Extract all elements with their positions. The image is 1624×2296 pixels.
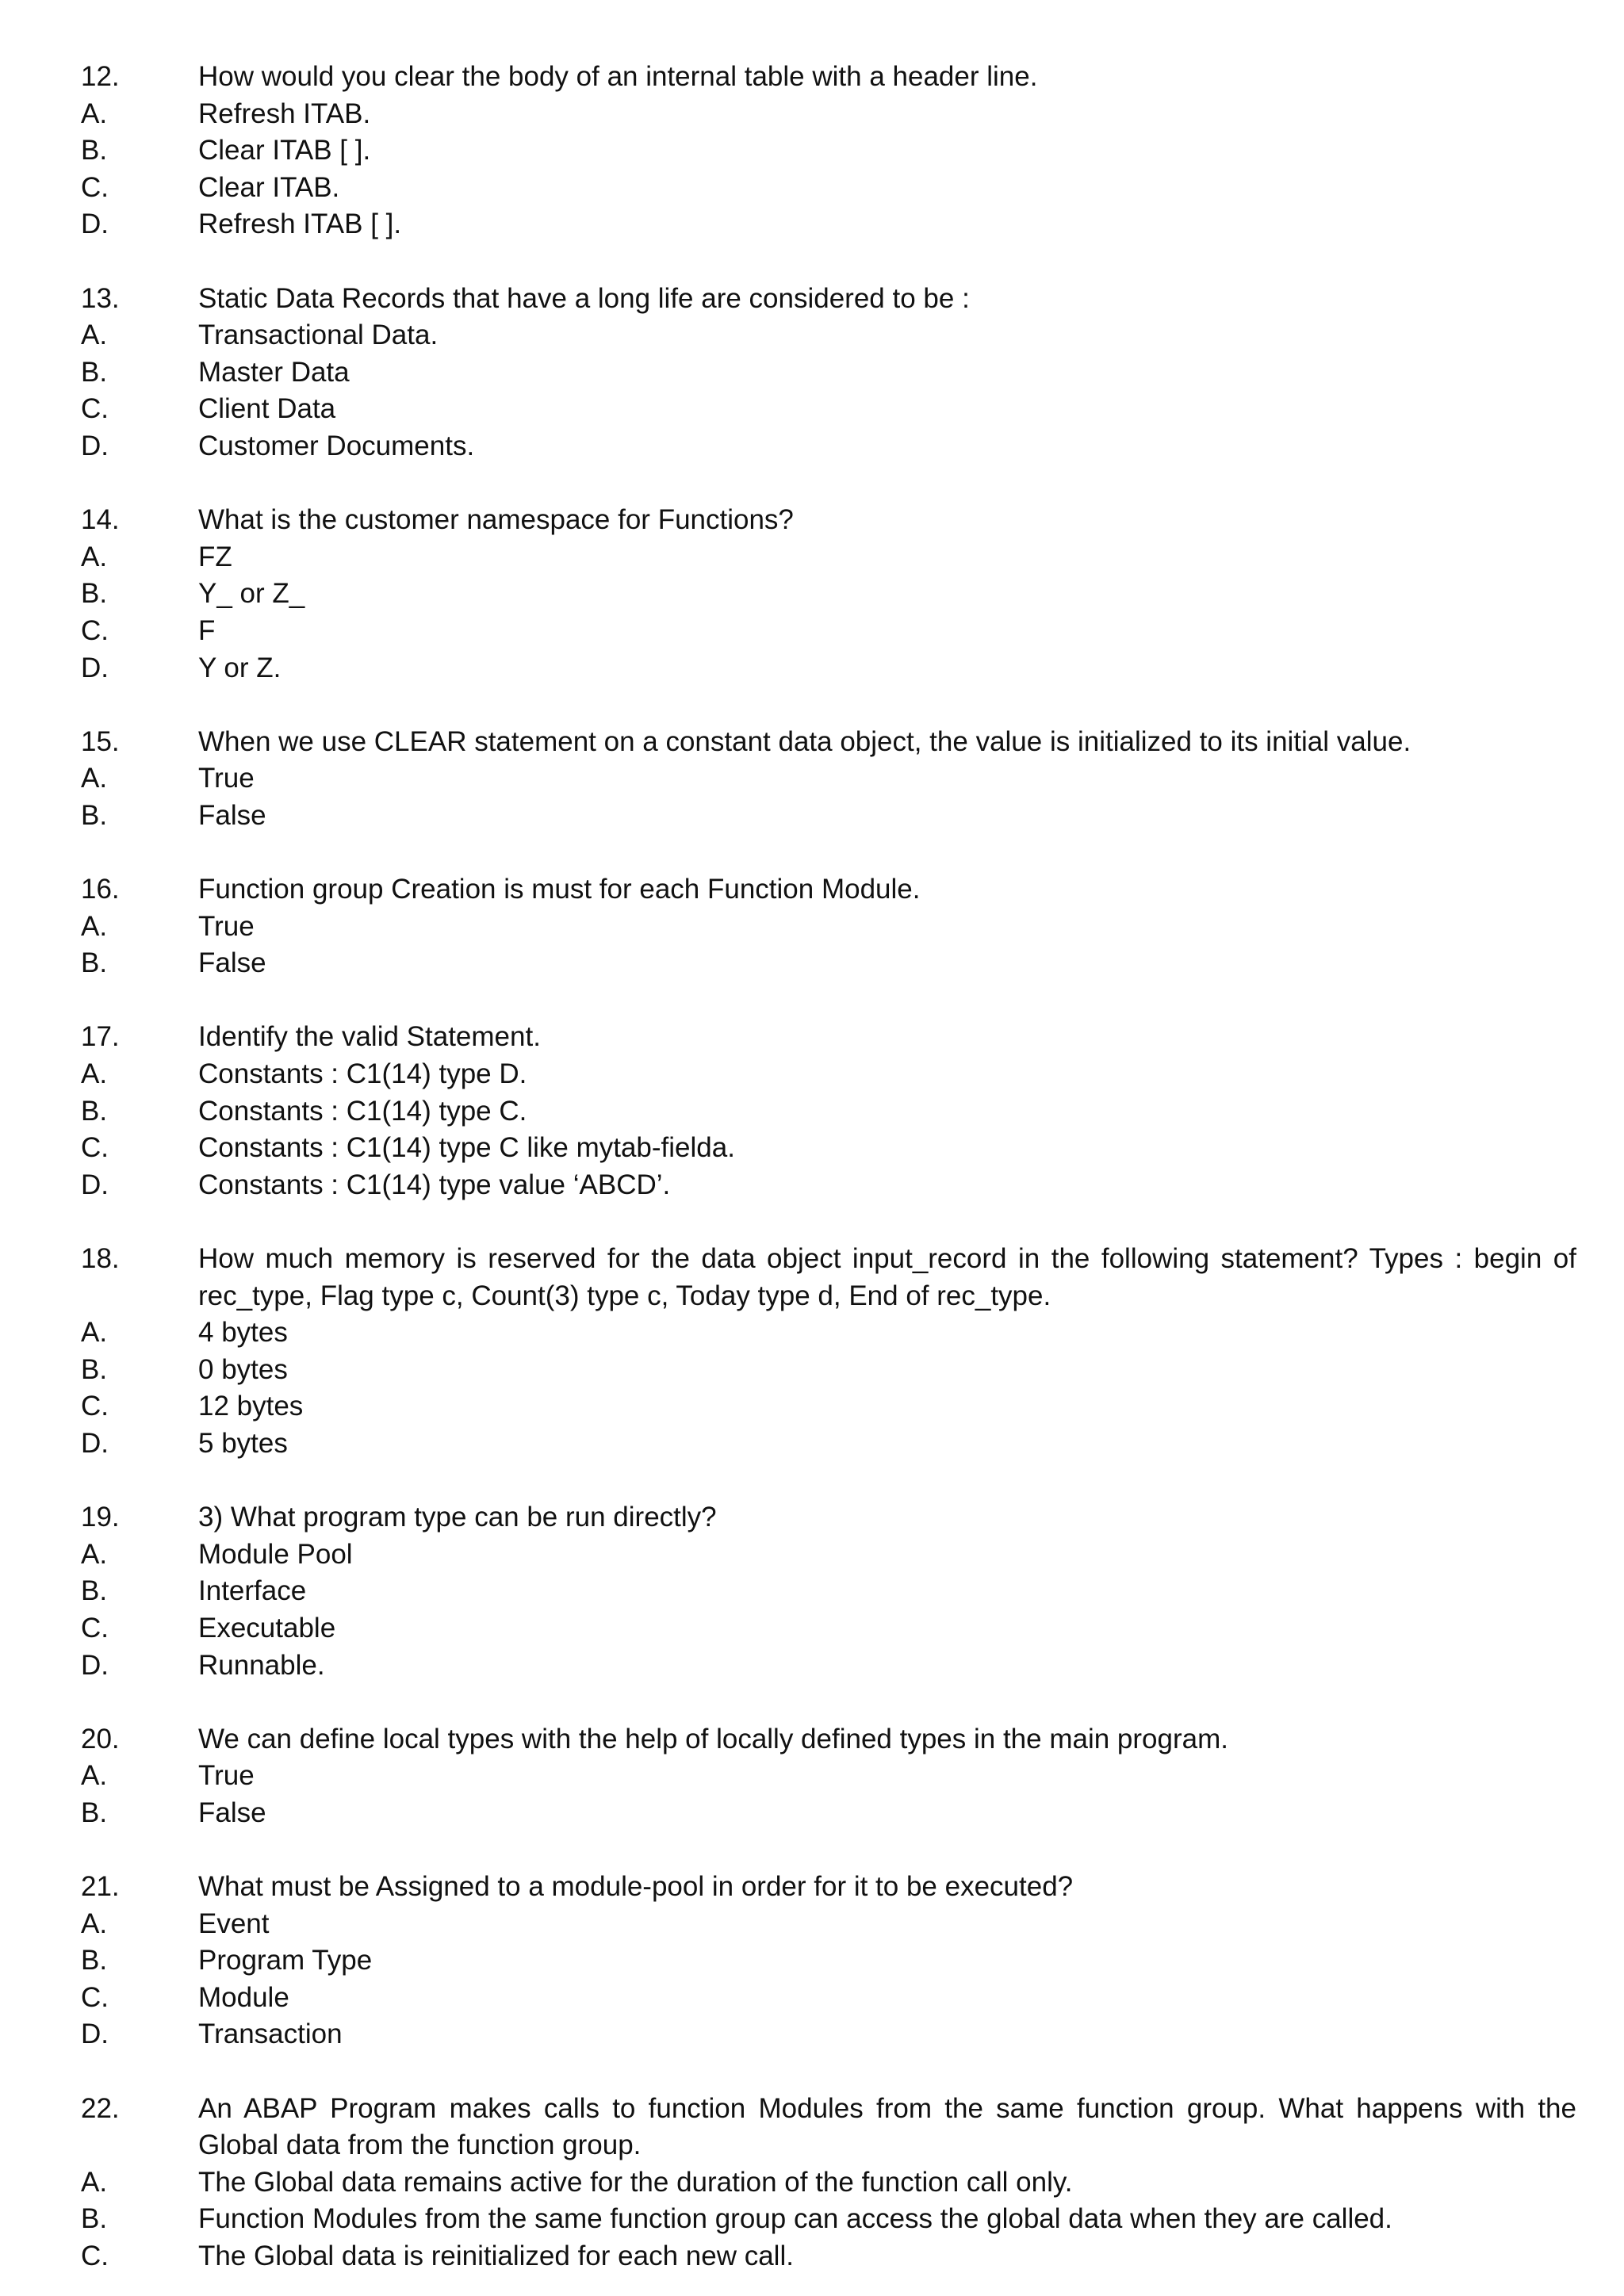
option-label: A. xyxy=(81,320,108,351)
question-block xyxy=(81,1499,1576,1684)
option-label: A. xyxy=(81,763,108,794)
option-row xyxy=(81,760,1576,798)
question-row xyxy=(81,502,1576,539)
option-label: A. xyxy=(81,910,108,942)
option-row xyxy=(81,1093,1576,1131)
option-text: The Global data remains active for the duration of the function call only. xyxy=(198,2166,1073,2198)
option-row xyxy=(81,576,1576,613)
question-row xyxy=(81,59,1576,96)
question-number: 20. xyxy=(81,1723,120,1755)
option-label: C. xyxy=(81,171,109,203)
option-label: C. xyxy=(81,1612,109,1644)
option-row xyxy=(81,1647,1576,1685)
option-label: B. xyxy=(81,947,108,979)
option-label: D. xyxy=(81,1427,109,1459)
option-row xyxy=(81,2016,1576,2053)
option-label: B. xyxy=(81,2203,108,2235)
question-text: An ABAP Program makes calls to function Modules from the same function group. What happens with the Global data from the function group. xyxy=(198,2092,1576,2161)
question-number: 18. xyxy=(81,1243,120,1274)
option-row xyxy=(81,539,1576,576)
option-label: D. xyxy=(81,209,109,240)
option-label: A. xyxy=(81,1538,108,1570)
option-text: Function Modules from the same function group can access the global data when they are called. xyxy=(198,2203,1392,2235)
option-label: A. xyxy=(81,1760,108,1792)
option-row xyxy=(81,1573,1576,1610)
option-row xyxy=(81,1942,1576,1980)
option-label: B. xyxy=(81,799,108,831)
question-block xyxy=(81,59,1576,243)
option-row xyxy=(81,909,1576,946)
question-text: When we use CLEAR statement on a constant data object, the value is initialized to its initial value. xyxy=(198,725,1411,757)
option-text: Refresh ITAB. xyxy=(198,98,371,129)
option-row xyxy=(81,1130,1576,1167)
option-row xyxy=(81,132,1576,170)
question-text: Static Data Records that have a long life are considered to be : xyxy=(198,282,970,314)
option-row xyxy=(81,1352,1576,1389)
question-block xyxy=(81,1019,1576,1203)
question-block xyxy=(81,1721,1576,1832)
question-number: 12. xyxy=(81,61,120,92)
option-row xyxy=(81,206,1576,243)
option-text: Clear ITAB [ ]. xyxy=(198,135,371,166)
option-row xyxy=(81,428,1576,465)
question-list xyxy=(81,59,1576,2275)
option-text: False xyxy=(198,799,266,831)
option-text: True xyxy=(198,910,255,942)
option-label: A. xyxy=(81,98,108,129)
option-label: B. xyxy=(81,1095,108,1127)
option-label: B. xyxy=(81,135,108,166)
question-row xyxy=(81,1241,1576,1314)
option-row xyxy=(81,2164,1576,2202)
option-row xyxy=(81,2238,1576,2275)
option-text: F xyxy=(198,614,216,646)
question-block xyxy=(81,724,1576,835)
option-label: C. xyxy=(81,1132,109,1164)
question-row xyxy=(81,1019,1576,1056)
option-label: A. xyxy=(81,1058,108,1090)
question-text: How would you clear the body of an internal table with a header line. xyxy=(198,61,1038,92)
option-row xyxy=(81,1980,1576,2017)
option-row xyxy=(81,1758,1576,1795)
option-row xyxy=(81,1388,1576,1425)
question-text: How much memory is reserved for the data object input_record in the following statement? Types : begin of rec_type, Flag type c, Count(3) type c, Today type d, End of rec_type. xyxy=(198,1243,1576,1311)
option-text: False xyxy=(198,947,266,979)
option-label: C. xyxy=(81,1981,109,2013)
option-text: Program Type xyxy=(198,1945,373,1976)
option-text: The Global data is reinitialized for each new call. xyxy=(198,2241,794,2272)
option-row xyxy=(81,1314,1576,1352)
option-label: C. xyxy=(81,2241,109,2272)
question-block xyxy=(81,502,1576,687)
option-row xyxy=(81,650,1576,687)
question-text: We can define local types with the help of locally defined types in the main program. xyxy=(198,1723,1228,1755)
option-text: Constants : C1(14) type D. xyxy=(198,1058,527,1090)
option-text: Customer Documents. xyxy=(198,430,475,461)
option-row xyxy=(81,2201,1576,2238)
option-text: Y_ or Z_ xyxy=(198,578,305,610)
question-number: 19. xyxy=(81,1502,120,1533)
option-text: 5 bytes xyxy=(198,1427,288,1459)
option-text: Refresh ITAB [ ]. xyxy=(198,209,402,240)
option-label: B. xyxy=(81,1575,108,1607)
option-label: B. xyxy=(81,578,108,610)
option-text: Y or Z. xyxy=(198,652,282,683)
option-text: Constants : C1(14) type value ‘ABCD’. xyxy=(198,1169,671,1200)
option-text: True xyxy=(198,763,255,794)
option-text: Clear ITAB. xyxy=(198,171,340,203)
question-number: 17. xyxy=(81,1021,120,1053)
question-row xyxy=(81,871,1576,909)
question-block xyxy=(81,1869,1576,2053)
question-number: 13. xyxy=(81,282,120,314)
option-label: A. xyxy=(81,2166,108,2198)
option-text: Interface xyxy=(198,1575,307,1607)
option-label: B. xyxy=(81,1353,108,1385)
question-block xyxy=(81,281,1576,465)
option-row xyxy=(81,1056,1576,1093)
question-number: 14. xyxy=(81,504,120,536)
question-row xyxy=(81,1499,1576,1536)
option-text: Module xyxy=(198,1981,289,2013)
option-label: D. xyxy=(81,1649,109,1681)
option-text: 0 bytes xyxy=(198,1353,288,1385)
option-text: Client Data xyxy=(198,393,336,425)
option-label: D. xyxy=(81,1169,109,1200)
question-text: What is the customer namespace for Functions? xyxy=(198,504,794,536)
option-label: B. xyxy=(81,356,108,388)
question-row xyxy=(81,1869,1576,1906)
option-text: Constants : C1(14) type C like mytab-fielda. xyxy=(198,1132,735,1164)
option-text: Master Data xyxy=(198,356,350,388)
option-text: Executable xyxy=(198,1612,336,1644)
option-label: B. xyxy=(81,1945,108,1976)
question-number: 16. xyxy=(81,874,120,905)
option-row xyxy=(81,96,1576,133)
question-row xyxy=(81,1721,1576,1758)
option-row xyxy=(81,798,1576,835)
option-text: Constants : C1(14) type C. xyxy=(198,1095,527,1127)
option-row xyxy=(81,1536,1576,1574)
option-label: D. xyxy=(81,430,109,461)
option-row xyxy=(81,170,1576,207)
option-text: 12 bytes xyxy=(198,1391,304,1422)
question-text: Function group Creation is must for each Function Module. xyxy=(198,874,921,905)
option-label: B. xyxy=(81,1797,108,1828)
question-block xyxy=(81,1241,1576,1463)
option-row xyxy=(81,354,1576,392)
question-text: Identify the valid Statement. xyxy=(198,1021,541,1053)
option-row xyxy=(81,317,1576,354)
option-label: D. xyxy=(81,2019,109,2050)
option-row xyxy=(81,613,1576,650)
option-label: A. xyxy=(81,1908,108,1939)
option-row xyxy=(81,1906,1576,1943)
option-text: False xyxy=(198,1797,266,1828)
option-label: A. xyxy=(81,1317,108,1349)
option-text: 4 bytes xyxy=(198,1317,288,1349)
option-row xyxy=(81,945,1576,982)
question-block xyxy=(81,871,1576,982)
question-text: 3) What program type can be run directly? xyxy=(198,1502,717,1533)
option-row xyxy=(81,1167,1576,1204)
option-text: Module Pool xyxy=(198,1538,353,1570)
question-number: 21. xyxy=(81,1871,120,1903)
question-number: 22. xyxy=(81,2092,120,2124)
option-text: Event xyxy=(198,1908,270,1939)
option-text: Transactional Data. xyxy=(198,320,439,351)
option-text: FZ xyxy=(198,541,232,572)
option-label: C. xyxy=(81,393,109,425)
question-block xyxy=(81,2091,1576,2275)
option-label: C. xyxy=(81,1391,109,1422)
option-row xyxy=(81,1610,1576,1647)
option-row xyxy=(81,1425,1576,1463)
option-row xyxy=(81,391,1576,428)
question-number: 15. xyxy=(81,725,120,757)
question-row xyxy=(81,2091,1576,2164)
option-label: C. xyxy=(81,614,109,646)
question-row xyxy=(81,281,1576,318)
option-label: D. xyxy=(81,652,109,683)
option-text: True xyxy=(198,1760,255,1792)
option-label: A. xyxy=(81,541,108,572)
option-text: Transaction xyxy=(198,2019,343,2050)
option-row xyxy=(81,1795,1576,1832)
question-text: What must be Assigned to a module-pool in order for it to be executed? xyxy=(198,1871,1074,1903)
question-row xyxy=(81,724,1576,761)
option-text: Runnable. xyxy=(198,1649,325,1681)
